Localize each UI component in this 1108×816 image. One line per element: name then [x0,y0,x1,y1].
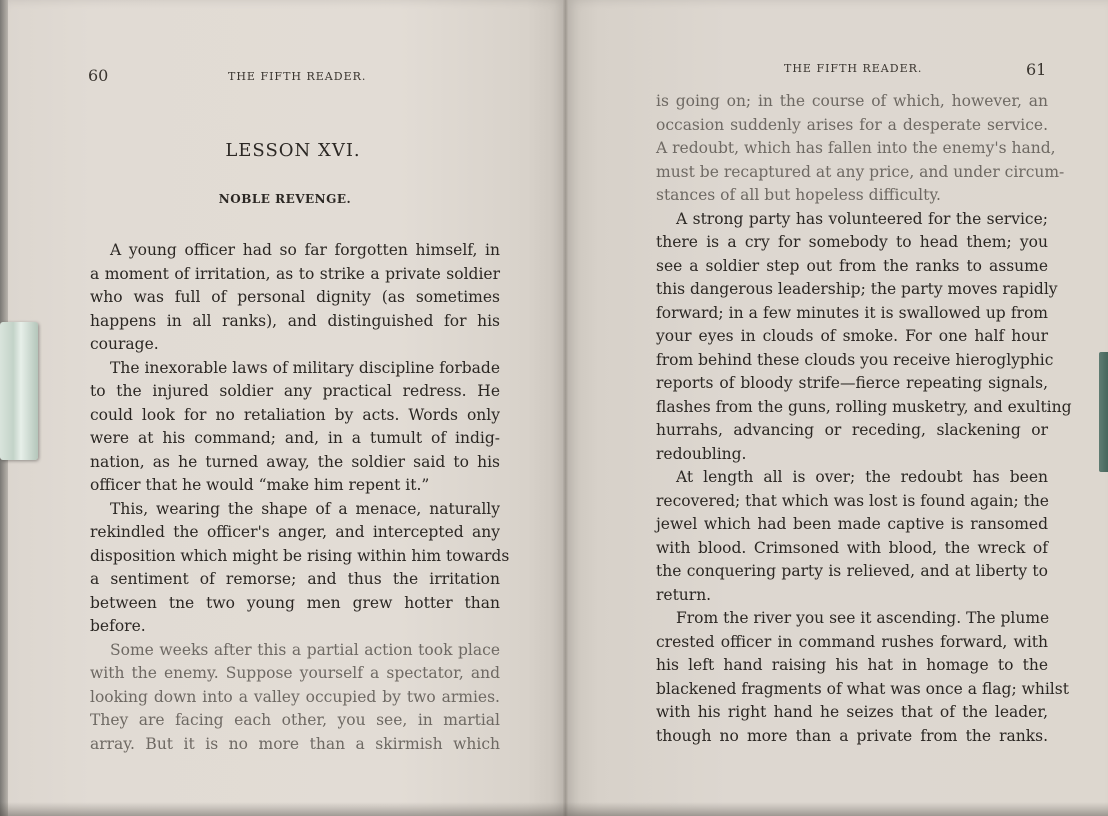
text-line: looking down into a valley occupied by two armies. [90,687,500,706]
text-line: From the river you see it ascending. The plume [676,609,1050,627]
text-line: Some weeks after this a partial action took place [110,640,500,659]
text-line: with blood. Crimsoned with blood, the wreck of [656,538,1048,557]
left-page [8,0,566,816]
text-line: forward; in a few minutes it is swallowed up from [656,303,1048,322]
text-line: return. [656,585,712,604]
text-line: blackened fragments of what was once a flag; whilst [656,679,1069,698]
text-line: recovered; that which was lost is found again; the [656,491,1049,510]
page-clip-right [1099,352,1108,472]
text-line: A young officer had so far forgotten himself, in [110,241,500,259]
text-line: nation, as he turned away, the soldier said to his [90,452,500,471]
text-line: A strong party has volunteered for the service; [676,209,1048,228]
text-line: redoubling. [656,444,747,463]
text-line: must be recaptured at any price, and under circum- [656,162,1065,181]
text-line: stances of all but hopeless difficulty. [656,186,941,204]
page-clip-left [0,322,38,460]
text-line: disposition which might be rising within him towards [90,546,510,565]
running-head: THE FIFTH READER. [784,62,923,75]
text-line: before. [90,617,146,635]
text-line: happens in all ranks), and distinguished for his [90,311,500,330]
text-line: is going on; in the course of which, however, an [656,92,1048,110]
text-line: a sentiment of remorse; and thus the irritation [90,570,500,588]
text-line: were at his command; and, in a tumult of indig- [90,429,500,447]
text-line: rekindled the officer's anger, and intercepted any [90,523,500,541]
text-line: with his right hand he seizes that of the leader, [656,703,1048,721]
book-gutter [563,0,568,816]
text-line: to the injured soldier any practical redress. He [90,382,500,400]
right-page-text [656,90,1072,748]
page-number: 60 [88,66,109,85]
text-line: with the enemy. Suppose yourself a spectator, and [90,664,500,682]
text-line: crested officer in command rushes forward, with [656,632,1048,651]
text-line: his left hand raising his hat in homage to the [656,656,1048,674]
text-line: They are facing each other, you see, in martial [90,711,500,729]
text-line: flashes from the guns, rolling musketry, and exulting [656,397,1072,416]
text-line: who was full of personal dignity (as sometimes [90,288,500,306]
text-line: jewel which had been made captive is ransomed [656,515,1048,533]
text-line: a moment of irritation, as to strike a private soldier [90,264,500,283]
text-line: reports of bloody strife—fierce repeating signals, [656,374,1048,392]
text-line: hurrahs, advancing or receding, slackening or [656,421,1048,439]
text-line: A redoubt, which has fallen into the enemy's hand, [656,139,1056,157]
text-line: the conquering party is relieved, and at liberty to [656,562,1048,580]
text-line: The inexorable laws of military discipline forbade [110,358,500,377]
text-line: from behind these clouds you receive hieroglyphic [656,350,1054,369]
running-head: THE FIFTH READER. [228,70,367,83]
text-line: though no more than a private from the ranks. [656,726,1048,745]
lesson-subtitle: NOBLE REVENGE. [218,192,352,206]
text-line: could look for no retaliation by acts. Words only [90,405,500,424]
text-line: there is a cry for somebody to head them; you [656,233,1048,251]
text-line: This, wearing the shape of a menace, naturally [110,499,500,518]
text-line: occasion suddenly arises for a desperate service. [656,115,1048,134]
page-shadow [0,802,1108,816]
text-line: see a soldier step out from the ranks to assume [656,256,1048,275]
lesson-title: LESSON XVI. [225,140,361,161]
text-line: At length all is over; the redoubt has been [676,468,1048,486]
text-line: your eyes in clouds of smoke. For one half hour [656,327,1048,345]
text-line: this dangerous leadership; the party moves rapidly [656,280,1058,298]
text-line: officer that he would “make him repent it.” [90,476,430,494]
text-line: courage. [90,335,159,353]
text-line: between tne two young men grew hotter than [90,593,500,612]
text-line: array. But it is no more than a skirmish which [90,734,500,753]
right-page [566,0,1108,816]
left-page-text [90,239,510,756]
page-number: 61 [1026,60,1047,79]
